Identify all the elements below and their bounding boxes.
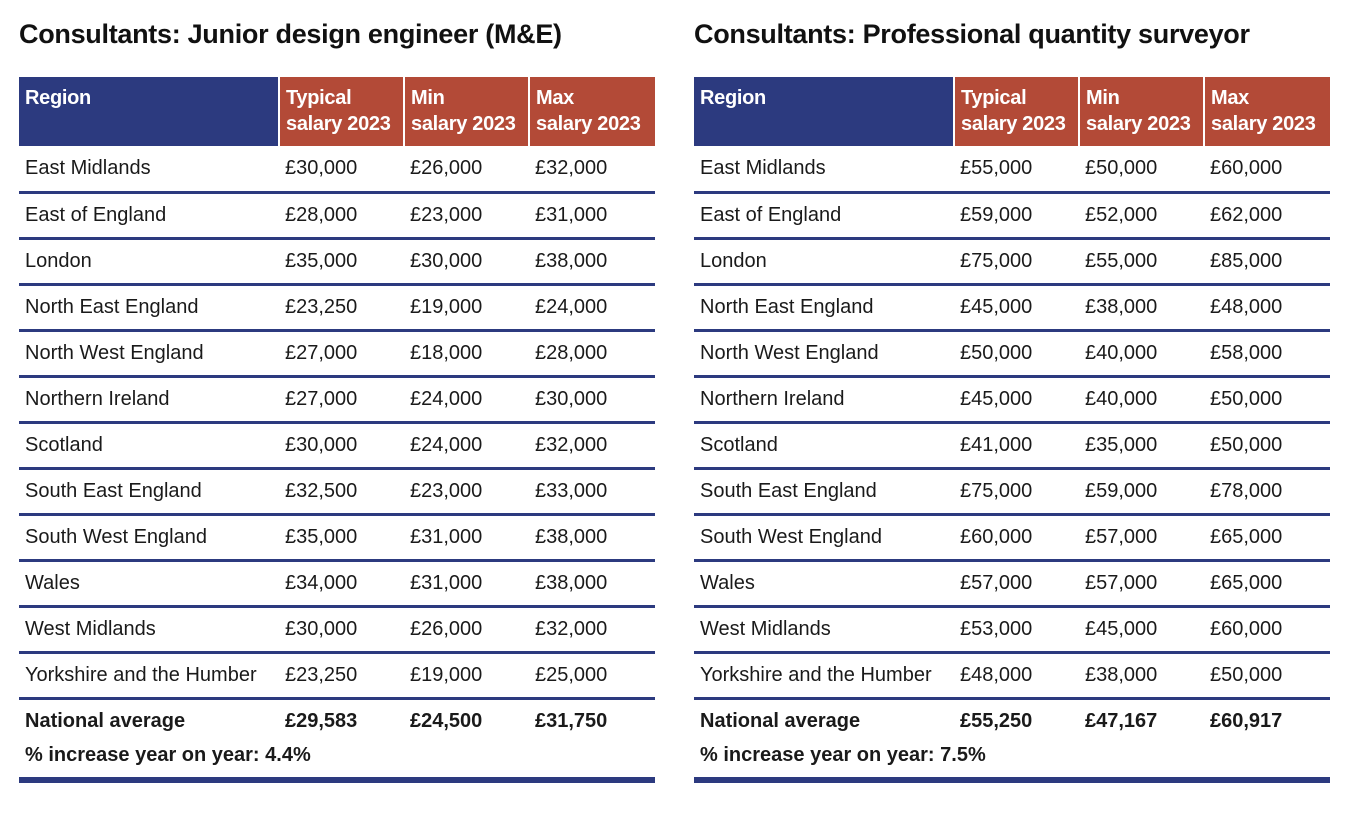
typical-cell: £30,000 <box>279 606 404 652</box>
max-average: £31,750 <box>535 710 608 733</box>
typical-cell: £27,000 <box>279 376 404 422</box>
min-cell: £26,000 <box>404 146 529 192</box>
min-cell: £19,000 <box>404 652 529 698</box>
max-cell: £30,000 <box>529 376 655 422</box>
min-cell: £50,000 <box>1079 146 1204 192</box>
typical-cell: £59,000 <box>954 192 1079 238</box>
max-cell: £58,000 <box>1204 330 1330 376</box>
national-average-row <box>694 698 1330 742</box>
table-row <box>694 330 1330 376</box>
national-average-label: National average <box>700 710 861 733</box>
typical-cell: £30,000 <box>279 422 404 468</box>
header-region-label: Region <box>700 87 766 109</box>
header-max-line1: Max <box>536 87 575 109</box>
min-cell: £57,000 <box>1079 560 1204 606</box>
header-region-label: Region <box>25 87 91 109</box>
region-cell: Wales <box>694 560 954 606</box>
min-cell: £40,000 <box>1079 376 1204 422</box>
header-min-line2: salary 2023 <box>1086 113 1191 135</box>
table-row <box>694 560 1330 606</box>
typical-cell: £57,000 <box>954 560 1079 606</box>
region-cell: West Midlands <box>694 606 954 652</box>
max-cell: £50,000 <box>1204 422 1330 468</box>
region-cell: East Midlands <box>19 146 279 192</box>
min-cell: £59,000 <box>1079 468 1204 514</box>
header-typical-line1: Typical <box>961 87 1027 109</box>
typical-cell: £34,000 <box>279 560 404 606</box>
header-typical <box>279 77 404 146</box>
max-cell: £32,000 <box>529 146 655 192</box>
typical-cell: £35,000 <box>279 514 404 560</box>
max-average: £60,917 <box>1210 710 1283 733</box>
min-cell: £30,000 <box>404 238 529 284</box>
region-cell: Northern Ireland <box>694 376 954 422</box>
table-row <box>694 192 1330 238</box>
region-cell: Northern Ireland <box>19 376 279 422</box>
increase-note: % increase year on year: 4.4% <box>19 742 655 780</box>
max-cell: £50,000 <box>1204 376 1330 422</box>
max-cell: £24,000 <box>529 284 655 330</box>
table-row <box>694 652 1330 698</box>
table-row <box>19 238 655 284</box>
region-cell: East of England <box>694 192 954 238</box>
min-cell: £18,000 <box>404 330 529 376</box>
region-cell: East of England <box>19 192 279 238</box>
min-average: £24,500 <box>410 710 483 733</box>
table-row <box>694 514 1330 560</box>
table-row <box>694 146 1330 192</box>
max-cell: £85,000 <box>1204 238 1330 284</box>
national-average-row <box>19 698 655 742</box>
max-cell: £48,000 <box>1204 284 1330 330</box>
table-row <box>694 422 1330 468</box>
header-row <box>694 77 1330 146</box>
region-cell: Yorkshire and the Humber <box>694 652 954 698</box>
table-row <box>19 652 655 698</box>
increase-row <box>694 742 1330 780</box>
typical-cell: £23,250 <box>279 652 404 698</box>
header-typical-line2: salary 2023 <box>286 113 391 135</box>
max-cell: £78,000 <box>1204 468 1330 514</box>
table-row <box>694 238 1330 284</box>
header-min <box>1079 77 1204 146</box>
min-cell: £52,000 <box>1079 192 1204 238</box>
min-cell: £23,000 <box>404 468 529 514</box>
min-cell: £38,000 <box>1079 652 1204 698</box>
increase-row <box>19 742 655 780</box>
region-cell: Yorkshire and the Humber <box>19 652 279 698</box>
table-row <box>19 606 655 652</box>
header-min-line1: Min <box>1086 87 1120 109</box>
region-cell: Scotland <box>694 422 954 468</box>
typical-average: £29,583 <box>285 710 358 733</box>
region-cell: North West England <box>694 330 954 376</box>
typical-cell: £23,250 <box>279 284 404 330</box>
min-cell: £38,000 <box>1079 284 1204 330</box>
max-cell: £65,000 <box>1204 560 1330 606</box>
typical-cell: £55,000 <box>954 146 1079 192</box>
table-row <box>19 146 655 192</box>
header-max <box>529 77 655 146</box>
region-cell: London <box>694 238 954 284</box>
header-row <box>19 77 655 146</box>
min-cell: £31,000 <box>404 514 529 560</box>
header-max-line2: salary 2023 <box>536 113 641 135</box>
header-min-line1: Min <box>411 87 445 109</box>
min-cell: £31,000 <box>404 560 529 606</box>
typical-cell: £50,000 <box>954 330 1079 376</box>
max-cell: £60,000 <box>1204 606 1330 652</box>
table-row <box>19 514 655 560</box>
table-row <box>694 376 1330 422</box>
header-min-line2: salary 2023 <box>411 113 516 135</box>
national-average-label: National average <box>25 710 186 733</box>
typical-cell: £30,000 <box>279 146 404 192</box>
typical-cell: £32,500 <box>279 468 404 514</box>
region-cell: West Midlands <box>19 606 279 652</box>
max-cell: £38,000 <box>529 238 655 284</box>
region-cell: London <box>19 238 279 284</box>
max-cell: £65,000 <box>1204 514 1330 560</box>
region-cell: North East England <box>694 284 954 330</box>
min-cell: £40,000 <box>1079 330 1204 376</box>
max-cell: £62,000 <box>1204 192 1330 238</box>
table-row <box>19 192 655 238</box>
typical-cell: £75,000 <box>954 468 1079 514</box>
region-cell: North East England <box>19 284 279 330</box>
typical-cell: £41,000 <box>954 422 1079 468</box>
max-cell: £31,000 <box>529 192 655 238</box>
table-row <box>19 422 655 468</box>
region-cell: South East England <box>19 468 279 514</box>
min-cell: £57,000 <box>1079 514 1204 560</box>
region-cell: East Midlands <box>694 146 954 192</box>
region-cell: Wales <box>19 560 279 606</box>
region-cell: South West England <box>19 514 279 560</box>
min-cell: £45,000 <box>1079 606 1204 652</box>
typical-cell: £75,000 <box>954 238 1079 284</box>
max-cell: £50,000 <box>1204 652 1330 698</box>
increase-note: % increase year on year: 7.5% <box>694 742 1330 780</box>
max-cell: £38,000 <box>529 514 655 560</box>
table-row <box>694 284 1330 330</box>
typical-cell: £28,000 <box>279 192 404 238</box>
table-row <box>694 468 1330 514</box>
min-cell: £19,000 <box>404 284 529 330</box>
typical-average: £55,250 <box>960 710 1033 733</box>
region-cell: South East England <box>694 468 954 514</box>
min-cell: £24,000 <box>404 376 529 422</box>
header-typical-line1: Typical <box>286 87 352 109</box>
header-max-line1: Max <box>1211 87 1250 109</box>
region-cell: Scotland <box>19 422 279 468</box>
max-cell: £25,000 <box>529 652 655 698</box>
typical-cell: £60,000 <box>954 514 1079 560</box>
table-row <box>19 376 655 422</box>
max-cell: £33,000 <box>529 468 655 514</box>
typical-cell: £48,000 <box>954 652 1079 698</box>
typical-cell: £27,000 <box>279 330 404 376</box>
max-cell: £38,000 <box>529 560 655 606</box>
min-cell: £35,000 <box>1079 422 1204 468</box>
table-row <box>19 560 655 606</box>
header-region <box>694 77 954 146</box>
typical-cell: £45,000 <box>954 376 1079 422</box>
max-cell: £32,000 <box>529 422 655 468</box>
table-title: Consultants: Junior design engineer (M&E) <box>19 19 562 49</box>
min-average: £47,167 <box>1085 710 1158 733</box>
typical-cell: £35,000 <box>279 238 404 284</box>
max-cell: £60,000 <box>1204 146 1330 192</box>
salary-table <box>694 77 1330 783</box>
table-row <box>19 330 655 376</box>
min-cell: £24,000 <box>404 422 529 468</box>
header-min <box>404 77 529 146</box>
min-cell: £23,000 <box>404 192 529 238</box>
header-typical <box>954 77 1079 146</box>
table-row <box>19 468 655 514</box>
typical-cell: £45,000 <box>954 284 1079 330</box>
table-row <box>694 606 1330 652</box>
salary-table <box>19 77 655 783</box>
min-cell: £55,000 <box>1079 238 1204 284</box>
max-cell: £28,000 <box>529 330 655 376</box>
header-max <box>1204 77 1330 146</box>
region-cell: South West England <box>694 514 954 560</box>
header-region <box>19 77 279 146</box>
header-max-line2: salary 2023 <box>1211 113 1316 135</box>
region-cell: North West England <box>19 330 279 376</box>
min-cell: £26,000 <box>404 606 529 652</box>
max-cell: £32,000 <box>529 606 655 652</box>
typical-cell: £53,000 <box>954 606 1079 652</box>
header-typical-line2: salary 2023 <box>961 113 1066 135</box>
table-title: Consultants: Professional quantity surveyor <box>694 19 1250 49</box>
table-row <box>19 284 655 330</box>
